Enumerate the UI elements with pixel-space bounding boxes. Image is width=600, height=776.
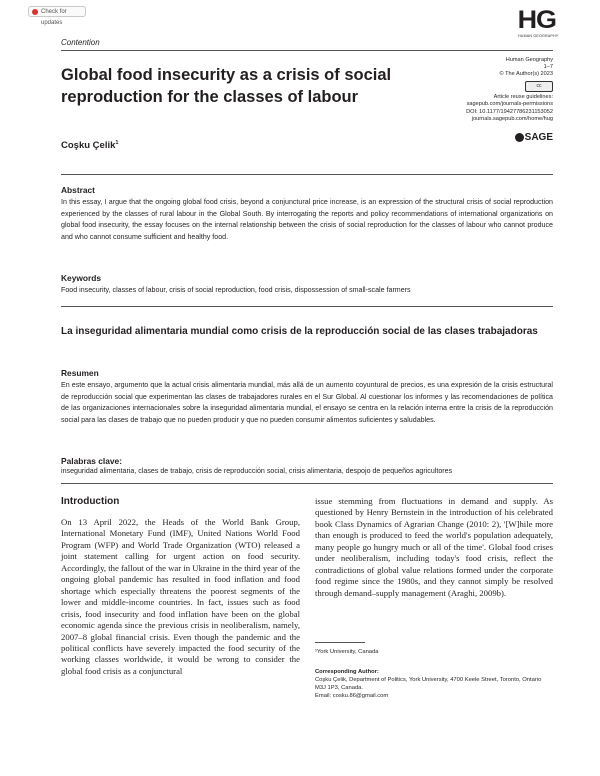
- corresponding-author-text: Coşku Çelik, Department of Politics, York University, 4700 Keele Street, Toronto, Ontario M3J 1P3, Canada.: [315, 677, 542, 692]
- spanish-top-rule: [61, 306, 553, 307]
- journal-logo: HG: [517, 6, 556, 34]
- journal-metadata: [433, 57, 553, 79]
- sage-icon: [515, 133, 524, 142]
- author-name: [61, 140, 118, 151]
- introduction-left-column: On 13 April 2022, the Heads of the World Bank Group, International Monetary Fund (IMF), United Nations World Food Program (WFP) and World Trade Organization (WTO) released a joint statement calling for urgent action on food security. Accordingly, the fallout of the war in Ukraine in the third year of the ongoing global pandemic has resulted in food inflation and food shortage which especially threatens the poorest segments of the lower and middle-income countries. In fact, issues such as food crisis, food insecurity and food inflation have been on the global economic agenda since the previous crisis in neoliberalism, namely, 2007–8 global financial crisis. Even though the pandemic and the political conflicts have severely impacted the food security of the working classes worldwide, it would be wrong to consider the global food crisis as a conjunctural: [61, 517, 300, 676]
- spanish-title: La inseguridad alimentaria mundial como crisis de la reproducción social de las clases trabajadoras: [61, 326, 538, 337]
- author-affiliation-marker: 1: [115, 140, 119, 146]
- header-rule: [61, 50, 553, 51]
- updates-icon: [32, 9, 38, 15]
- author-name-text: Coşku Çelik: [61, 140, 116, 152]
- copyright: © The Author(s) 2023: [499, 71, 553, 78]
- affiliation-footnote: ¹York University, Canada: [315, 649, 379, 655]
- introduction-heading: Introduction: [61, 496, 120, 507]
- cc-license-icon[interactable]: cc: [525, 81, 553, 92]
- journal-name: Human Geography: [505, 57, 553, 63]
- reuse-link[interactable]: sagepub.com/journals-permissions: [466, 101, 553, 108]
- keywords-heading: Keywords: [61, 273, 102, 283]
- abstract-text: In this essay, I argue that the ongoing global food crisis, beyond a conjunctural price increase, is an expression of the structural crisis of social reproduction experienced by the classes of rural labour in the Global South. By interrogating the reports and policy recommendations of international organizations on global food insecurity, the essay focuses on the internal relationship between the crisis of social reproduction for the classes of labour who cannot produce and who cannot consume sufficient and healthy food.: [61, 198, 553, 241]
- abstract-top-rule: [61, 174, 553, 175]
- journal-url-link[interactable]: journals.sagepub.com/home/hug: [471, 116, 553, 123]
- publisher-name: SAGE: [524, 132, 553, 143]
- palabras-heading: Palabras clave:: [61, 456, 122, 466]
- reuse-label: Article reuse guidelines:: [493, 94, 553, 100]
- footnote-rule: [315, 642, 365, 643]
- resumen-heading: Resumen: [61, 368, 99, 378]
- reuse-metadata: [423, 94, 553, 124]
- corresponding-author-heading: Corresponding Author:: [315, 669, 379, 675]
- section-label: Contention: [61, 38, 100, 47]
- keywords-text: Food insecurity, classes of labour, crisis of social reproduction, food crisis, dispossession of small-scale farmers: [61, 286, 411, 294]
- abstract-heading: Abstract: [61, 185, 95, 195]
- corresponding-author-email[interactable]: Email: cosku.86@gmail.com: [315, 693, 389, 699]
- publisher-logo: [515, 132, 553, 143]
- palabras-text: inseguridad alimentaria, clases de trabajo, crisis de reproducción social, crisis alimentaria, despojo de pequeños agricultores: [61, 467, 453, 475]
- article-title: Global food insecurity as a crisis of social reproduction for the classes of labour: [61, 66, 392, 106]
- journal-logo-subtitle: HUMAN GEOGRAPHY: [518, 34, 559, 38]
- body-top-rule: [61, 483, 553, 484]
- introduction-right-column: issue stemming from fluctuations in demand and supply. As questioned by Henry Bernstein in the introduction of his celebrated book Class Dynamics of Agrarian Change (2010: 2), '[W]hile more than enough is produced to feed the world's population adequately, many people go hungry much or all of the time'. Global food crises under neoliberalism, including today's food crisis, reflect the contradictions of global value relations formed under the corporate food regime since the 1980s, and they cannot simply be resolved through demand–supply management (Araghi, 2009b).: [315, 496, 553, 598]
- resumen-text: En este ensayo, argumento que la actual crisis alimentaria mundial, más allá de un aumento coyuntural de precios, es una expresión de la crisis estructural de reproducción social que experimentan las clases de trabajadores rurales en el Sur Global. Al cuestionar los informes y las recomendaciones de política de las organizaciones internacionales sobre la inseguridad alimentaria mundial, el ensayo se centra en la relación interna entre la crisis de la reproducción social para las clases de trabajo que no pueden producir y que no pueden consumir alimentos suficientes y saludables.: [61, 381, 553, 424]
- doi-link[interactable]: DOI: 10.1177/19427786231153052: [466, 108, 553, 115]
- page-range: 1–7: [543, 64, 553, 71]
- check-for-updates-badge[interactable]: [28, 6, 86, 26]
- badge-label: Check for updates: [41, 9, 67, 26]
